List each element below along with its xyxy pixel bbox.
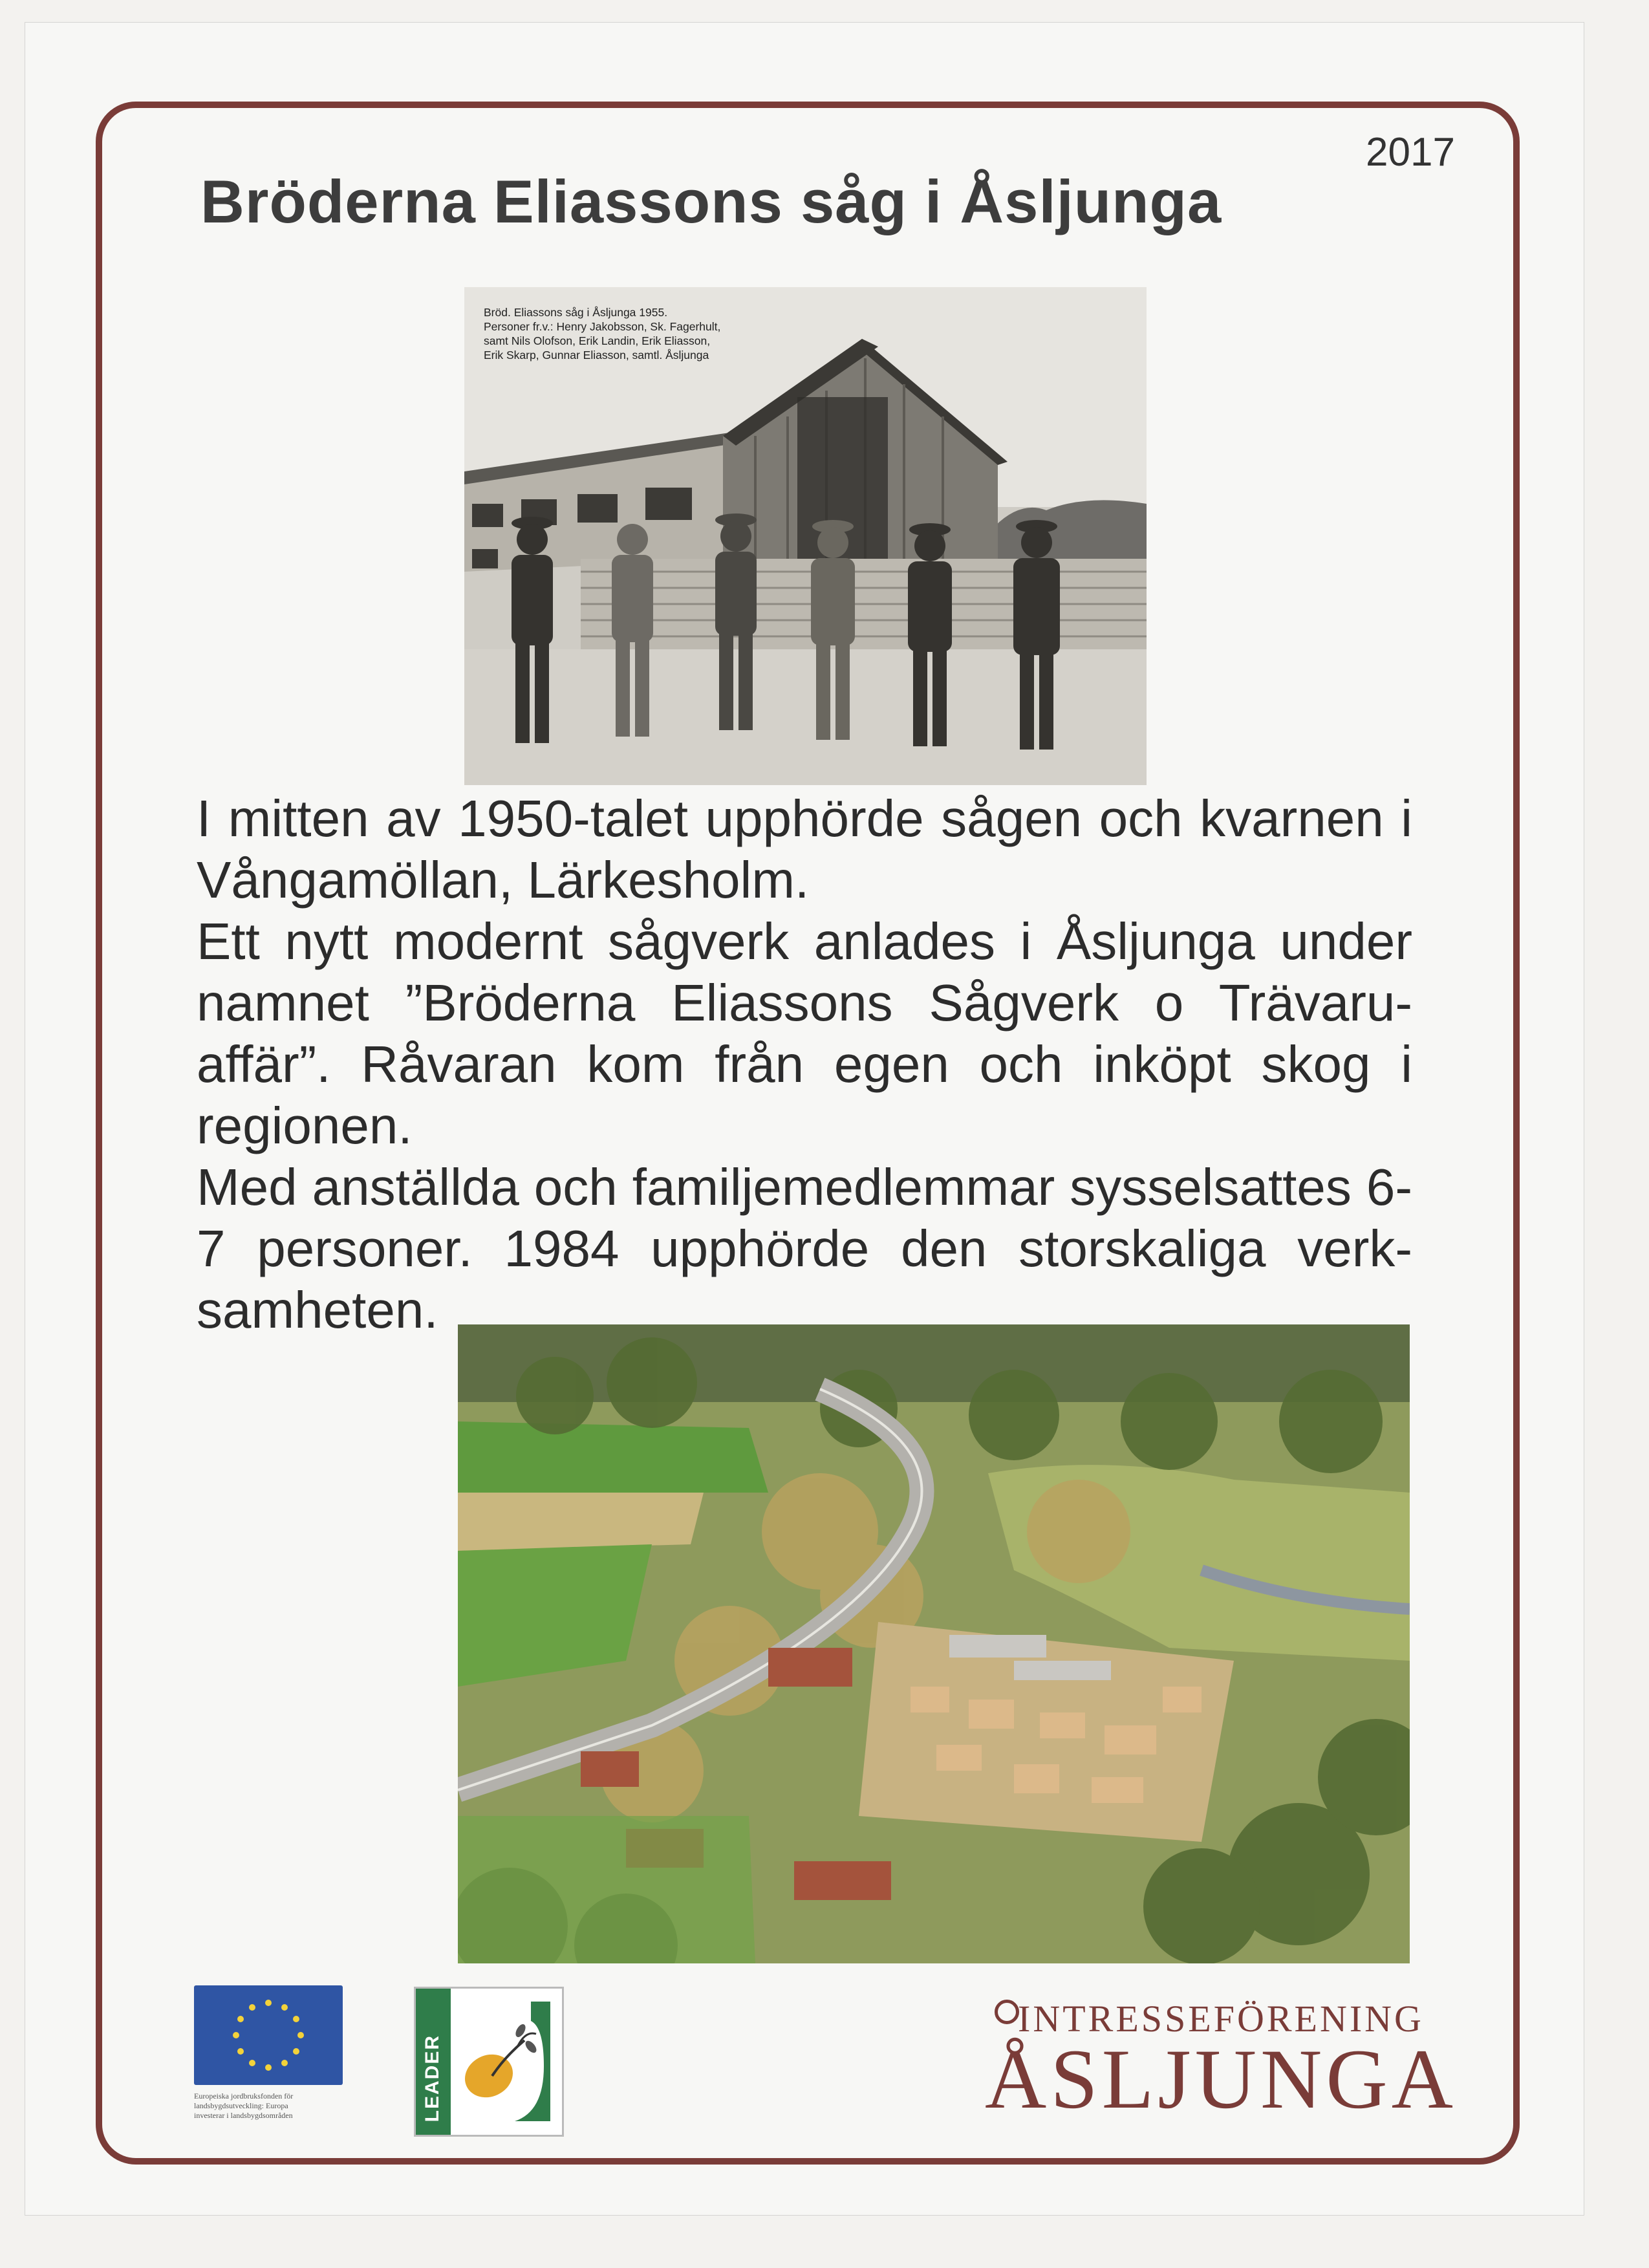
body-text bbox=[197, 788, 1412, 1341]
photo-caption bbox=[484, 305, 720, 362]
eu-logo-caption-line: Europeiska jordbruksfonden för bbox=[194, 2091, 294, 2101]
eu-flag-logo bbox=[194, 1985, 343, 2085]
leader-emblem-icon bbox=[453, 1995, 563, 2131]
association-name-line2: ÅSLJUNGA bbox=[984, 2031, 1458, 2126]
association-logo bbox=[962, 1998, 1480, 2126]
year-label: 2017 bbox=[1366, 130, 1455, 175]
paragraph-2: Ett nytt modernt sågverk anlades i Åsljunga under namnet ”Bröderna Eliassons Sågverk o Trävaru-affär”. Råvaran kom från egen och inköpt skog i regionen. bbox=[197, 913, 1412, 1154]
association-name-line1: INTRESSEFÖRENING bbox=[1018, 1998, 1424, 2040]
leader-logo bbox=[414, 1987, 564, 2137]
page-title: Bröderna Eliassons såg i Åsljunga bbox=[200, 167, 1222, 235]
eu-logo-caption bbox=[194, 2091, 349, 2121]
leader-logo-band bbox=[416, 1989, 451, 2135]
aerial-photo bbox=[458, 1324, 1410, 1963]
photo-caption-line: Erik Skarp, Gunnar Eliasson, samtl. Åsljunga bbox=[484, 349, 709, 362]
association-ring-icon bbox=[995, 2000, 1019, 2024]
eu-logo-caption-line: landsbygdsutveckling: Europa bbox=[194, 2101, 288, 2110]
photo-caption-line: Personer fr.v.: Henry Jakobsson, Sk. Fagerhult, bbox=[484, 320, 721, 333]
paragraph-3: Med anställda och familjemedlemmar sysselsattes 6-7 personer. 1984 upphörde den storskaliga verk-samheten. bbox=[197, 1158, 1412, 1339]
photo-caption-line: samt Nils Olofson, Erik Landin, Erik Eliasson, bbox=[484, 334, 711, 347]
paragraph-1: I mitten av 1950-talet upphörde sågen och kvarnen i Vångamöllan, Lärkesholm. bbox=[197, 790, 1412, 909]
eu-logo-caption-line: investerar i landsbygdsområden bbox=[194, 2111, 293, 2120]
historical-sawmill-photo bbox=[464, 287, 1147, 785]
photo-caption-line: Bröd. Eliassons såg i Åsljunga 1955. bbox=[484, 306, 668, 319]
leader-logo-text: LEADER bbox=[422, 2034, 443, 2122]
